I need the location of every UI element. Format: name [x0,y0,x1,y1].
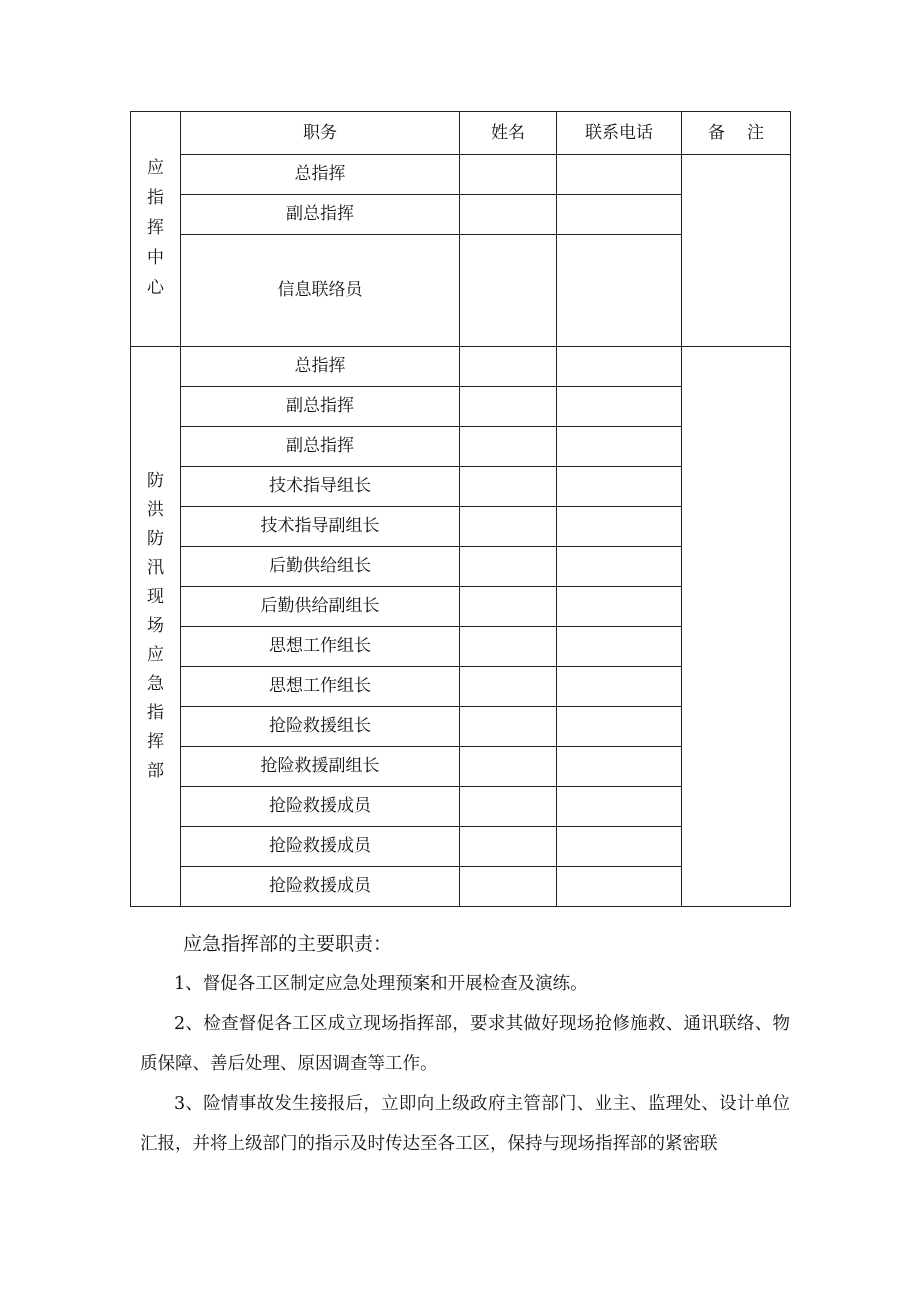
table-row [131,347,791,387]
phone-cell [557,867,682,907]
name-cell [460,155,557,195]
role-cell: 技术指导副组长 [181,507,460,547]
name-cell [460,787,557,827]
phone-cell [557,427,682,467]
phone-cell [557,547,682,587]
name-cell [460,547,557,587]
name-cell [460,707,557,747]
role-cell: 副总指挥 [181,387,460,427]
duties-list [140,964,790,1164]
role-cell: 总指挥 [181,347,460,387]
role-cell: 思想工作组长 [181,627,460,667]
phone-cell [557,387,682,427]
phone-cell [557,195,682,235]
role-cell: 技术指导组长 [181,467,460,507]
phone-cell [557,747,682,787]
header-note: 备 注 [682,112,791,155]
role-cell: 抢险救援副组长 [181,747,460,787]
name-cell [460,587,557,627]
table-row [131,155,791,195]
table-header-row [131,112,791,155]
phone-cell [557,787,682,827]
role-cell: 副总指挥 [181,195,460,235]
role-cell: 抢险救援成员 [181,867,460,907]
phone-cell [557,627,682,667]
name-cell [460,867,557,907]
note-cell-flood-control-hq [682,347,791,907]
name-cell [460,827,557,867]
phone-cell [557,587,682,627]
name-cell [460,507,557,547]
header-role: 职务 [181,112,460,155]
duty-item-1: 1、督促各工区制定应急处理预案和开展检查及演练。 [174,974,588,994]
role-cell: 抢险救援成员 [181,827,460,867]
role-cell: 副总指挥 [181,427,460,467]
phone-cell [557,155,682,195]
duties-heading: 应急指挥部的主要职责： [183,933,393,955]
name-cell [460,427,557,467]
role-cell: 总指挥 [181,155,460,195]
phone-cell [557,827,682,867]
phone-cell [557,707,682,747]
duty-item-2: 2、检查督促各工区成立现场指挥部，要求其做好现场抢修施救、通讯联络、物质保障、善后处理、原因调查等工作。 [140,1014,790,1074]
name-cell [460,627,557,667]
role-cell: 抢险救援组长 [181,707,460,747]
name-cell [460,195,557,235]
header-name: 姓名 [460,112,557,155]
phone-cell [557,347,682,387]
name-cell [460,235,557,347]
phone-cell [557,467,682,507]
header-phone: 联系电话 [557,112,682,155]
duty-item-3: 3、险情事故发生接报后，立即向上级政府主管部门、业主、监理处、设计单位汇报，并将上级部门的指示及时传达至各工区，保持与现场指挥部的紧密联 [140,1094,790,1154]
emergency-command-roster-table [130,111,791,907]
name-cell [460,467,557,507]
role-cell: 后勤供给副组长 [181,587,460,627]
role-cell: 思想工作组长 [181,667,460,707]
group-label-flood-control-hq: 防 洪 防 汛 现 场 应 急 指 挥 部 [131,347,181,907]
role-cell: 信息联络员 [181,235,460,347]
phone-cell [557,507,682,547]
note-cell-command-center [682,155,791,347]
phone-cell [557,235,682,347]
name-cell [460,347,557,387]
name-cell [460,667,557,707]
role-cell: 后勤供给组长 [181,547,460,587]
name-cell [460,747,557,787]
role-cell: 抢险救援成员 [181,787,460,827]
group-label-command-center: 应 指 挥 中 心 [131,112,181,347]
phone-cell [557,667,682,707]
name-cell [460,387,557,427]
